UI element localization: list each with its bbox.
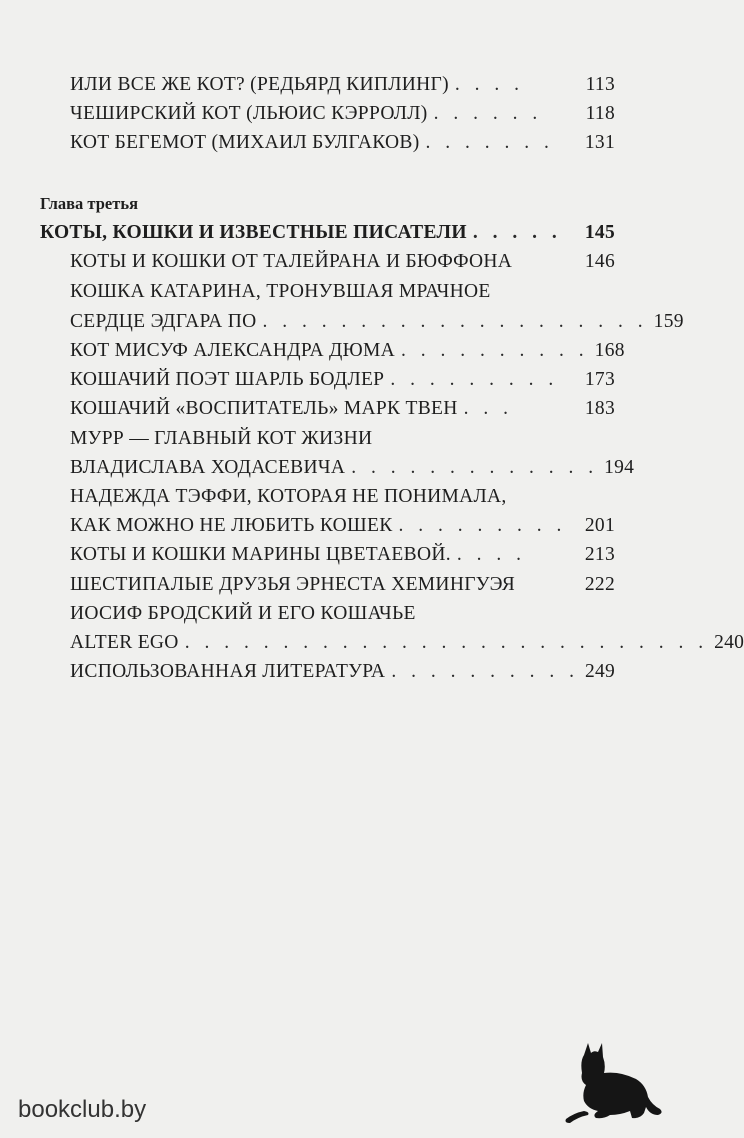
toc-entry (70, 340, 625, 362)
chapter-title-page: 145 (584, 222, 615, 243)
toc-entry-title: КОТ МИСУФ АЛЕКСАНДРА ДЮМА (70, 340, 396, 361)
toc-entry (70, 251, 615, 273)
toc-entry-title: КОШАЧИЙ «ВОСПИТАТЕЛЬ» МАРК ТВЕН (70, 398, 458, 419)
toc-entry-title: МУРР — ГЛАВНЫЙ КОТ ЖИЗНИ (70, 428, 373, 449)
chapter-title-leader: . . . . . (472, 222, 562, 243)
toc-entry-leader: . . . (463, 398, 514, 419)
toc-entry-title: КОШКА КАТАРИНА, ТРОНУВШАЯ МРАЧНОЕ (70, 281, 491, 302)
toc-entry-page: 249 (584, 661, 616, 682)
toc-entry (70, 486, 615, 508)
toc-entry-page: 159 (653, 311, 684, 332)
toc-entry (70, 398, 615, 420)
toc-entry (70, 574, 615, 596)
toc-entry-leader: . . . . . . . . . . . . . . . . . . . . (262, 311, 648, 332)
toc-entry (70, 132, 615, 154)
toc-entry-leader: . . . . . . (433, 103, 543, 124)
toc-entry (70, 603, 615, 625)
toc-entry-title: КОТ БЕГЕМОТ (МИХАИЛ БУЛГАКОВ) (70, 132, 420, 153)
toc-entry (70, 74, 615, 96)
toc-entry-title: ИЛИ ВСЕ ЖЕ КОТ? (РЕДЬЯРД КИПЛИНГ) (70, 74, 449, 95)
chapter-title-entry (40, 222, 615, 244)
toc-entry (70, 661, 615, 683)
toc-entry-page: 201 (584, 515, 615, 536)
toc-entry-page: 240 (714, 632, 744, 653)
toc-entry-title: КОТЫ И КОШКИ МАРИНЫ ЦВЕТАЕВОЙ. (70, 544, 451, 565)
toc-entry-page: 131 (584, 132, 615, 153)
chapter-title: КОТЫ, КОШКИ И ИЗВЕСТНЫЕ ПИСАТЕЛИ (40, 222, 467, 243)
toc-entry-page: 146 (584, 251, 615, 272)
toc-entry-leader: . . . . . . . . . . (401, 340, 589, 361)
toc-entry-title: ШЕСТИПАЛЫЕ ДРУЗЬЯ ЭРНЕСТА ХЕМИНГУЭЯ (70, 574, 516, 595)
toc-entry-leader: . . . . (456, 544, 527, 565)
toc-entry-page: 113 (585, 74, 615, 95)
watermark: bookclub.by (18, 1096, 147, 1123)
toc-entry-title: КОШАЧИЙ ПОЭТ ШАРЛЬ БОДЛЕР (70, 369, 385, 390)
toc-entry (70, 544, 615, 566)
toc-entry-title: КОТЫ И КОШКИ ОТ ТАЛЕЙРАНА И БЮФФОНА (70, 251, 513, 272)
toc-entry (70, 428, 615, 450)
chapter-heading: Глава третья (40, 194, 138, 213)
toc-entry-leader: . . . . (454, 74, 524, 95)
toc-entry-page: 173 (584, 369, 615, 390)
toc-entry-title: СЕРДЦЕ ЭДГАРА ПО (70, 311, 257, 332)
toc-entry (70, 103, 615, 125)
toc-entry-title: ЧЕШИРСКИЙ КОТ (ЛЬЮИС КЭРРОЛЛ) (70, 103, 428, 124)
toc-entry-leader: . . . . . . . . . (398, 515, 567, 536)
toc-entry-title: ВЛАДИСЛАВА ХОДАСЕВИЧА (70, 457, 346, 478)
toc-entry-title: ALTER EGO (70, 632, 179, 653)
toc-entry (70, 281, 615, 303)
toc-entry-leader: . . . . . . . . . . . . . (351, 457, 599, 478)
toc-entry-page: 213 (584, 544, 615, 565)
toc-entry (70, 457, 635, 479)
toc-entry-page: 222 (584, 574, 615, 595)
toc-entry-page: 118 (585, 103, 615, 124)
toc-entry (70, 369, 615, 391)
toc-entry (70, 515, 615, 537)
toc-entry-page: 168 (594, 340, 625, 361)
toc-entry (70, 311, 684, 333)
toc-entry-leader: . . . . . . . . . . (391, 661, 579, 682)
toc-entry-leader: . . . . . . . (425, 132, 554, 153)
toc-entry (70, 632, 744, 654)
cat-silhouette-icon (560, 1035, 665, 1130)
toc-entry-title: ИОСИФ БРОДСКИЙ И ЕГО КОШАЧЬЕ (70, 603, 416, 624)
toc-entry-leader: . . . . . . . . . . . . . . . . . . . . . . . . . . . (184, 632, 709, 653)
toc-entry-page: 194 (604, 457, 635, 478)
toc-entry-page: 183 (584, 398, 615, 419)
toc-entry-title: ИСПОЛЬЗОВАННАЯ ЛИТЕРАТУРА (70, 661, 386, 682)
toc-entry-leader: . . . . . . . . . (390, 369, 559, 390)
toc-entry-title: НАДЕЖДА ТЭФФИ, КОТОРАЯ НЕ ПОНИМАЛА, (70, 486, 507, 507)
toc-entry-title: КАК МОЖНО НЕ ЛЮБИТЬ КОШЕК (70, 515, 393, 536)
